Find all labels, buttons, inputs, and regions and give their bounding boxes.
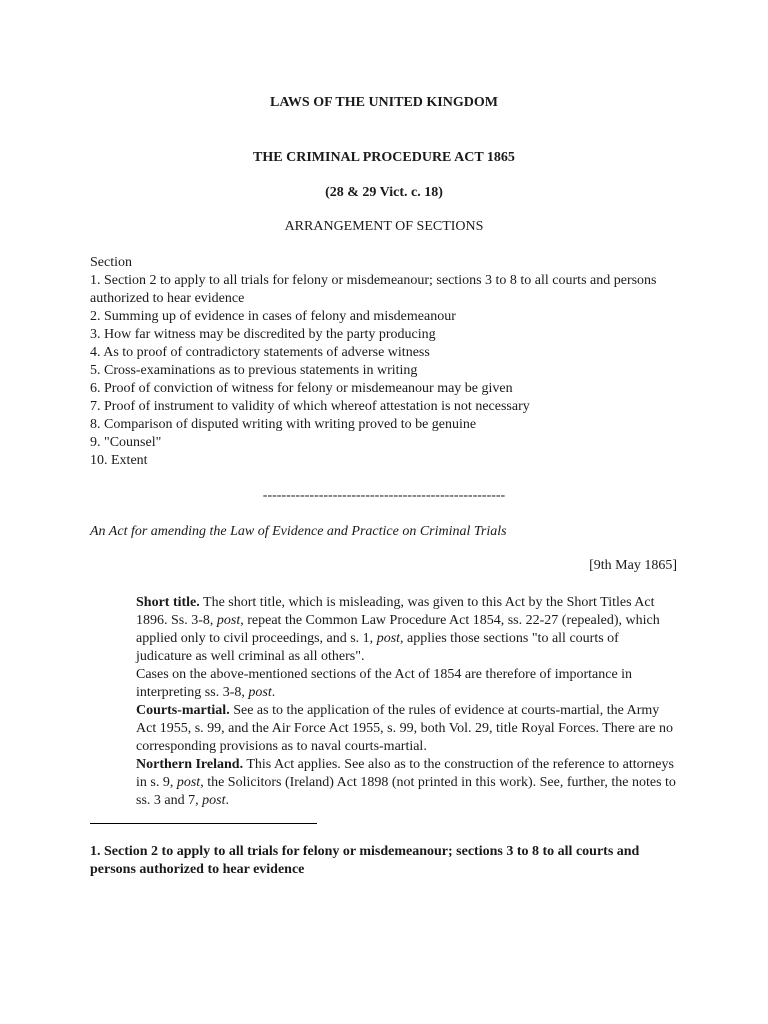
cases-note xyxy=(136,666,676,702)
toc-item-9: 9. "Counsel" xyxy=(90,435,162,450)
short-title-text: The short title, which is misleading, was given to this Act by the Short Titles Act 1896. Ss. 3-8, xyxy=(136,595,655,628)
short-title-text: , applies those sections "to all courts of judicature as well criminal as all others". xyxy=(136,631,619,664)
short-title-note xyxy=(136,594,676,666)
arrangement-heading: ARRANGEMENT OF SECTIONS xyxy=(284,219,484,234)
post-reference: post xyxy=(176,775,201,790)
toc-item-8: 8. Comparison of disputed writing with writing proved to be genuine xyxy=(90,417,477,432)
act-title: THE CRIMINAL PROCEDURE ACT 1865 xyxy=(253,150,515,165)
toc-item-3: 3. How far witness may be discredited by the party producing xyxy=(90,327,436,342)
northern-ireland-note xyxy=(136,756,676,810)
post-reference: post xyxy=(216,613,241,628)
northern-ireland-text: , the Solicitors (Ireland) Act 1898 (not printed in this work). See, further, the notes to ss. 3 and 7, xyxy=(136,775,676,808)
northern-ireland-text: . xyxy=(225,793,229,808)
courts-martial-text: See as to the application of the rules of evidence at courts-martial, the Army Act 1955, s. 99, and the Air Force Act 1955, s. 99, both Vol. 29, title Royal Forces. There are no corresponding provisions as to naval courts-martial. xyxy=(136,703,673,754)
toc-item-2: 2. Summing up of evidence in cases of felony and misdemeanour xyxy=(90,309,456,324)
toc-item-5: 5. Cross-examinations as to previous statements in writing xyxy=(90,363,418,378)
courts-martial-note xyxy=(136,702,676,756)
toc-item-7: 7. Proof of instrument to validity of which whereof attestation is not necessary xyxy=(90,399,530,414)
enactment-date: [9th May 1865] xyxy=(589,558,677,573)
editorial-notes xyxy=(136,594,676,810)
toc-item-6: 6. Proof of conviction of witness for felony or misdemeanour may be given xyxy=(90,381,513,396)
table-of-contents xyxy=(90,254,690,470)
toc-item-4: 4. As to proof of contradictory statements of adverse witness xyxy=(90,345,430,360)
courts-martial-heading: Courts-martial. xyxy=(136,703,230,718)
northern-ireland-heading: Northern Ireland. xyxy=(136,757,244,772)
cases-text: . xyxy=(271,685,276,700)
toc-item-1: 1. Section 2 to apply to all trials for felony or misdemeanour; sections 3 to 8 to all courts and persons authorized to hear evidence xyxy=(90,273,657,306)
northern-ireland-text: This Act applies. See also as to the construction of the reference to attorneys in s. 9, xyxy=(136,757,674,790)
post-reference: post xyxy=(248,685,272,700)
toc-item-10: 10. Extent xyxy=(90,453,148,468)
short-title-text: , repeat the Common Law Procedure Act 1854, ss. 22-27 (repealed), which applied only to civil proceedings, and s. 1, xyxy=(136,613,660,646)
post-reference: post xyxy=(202,793,226,808)
horizontal-rule xyxy=(90,823,317,824)
cases-text: Cases on the above-mentioned sections of the Act of 1854 are therefore of importance in interpreting ss. 3-8, xyxy=(136,667,633,700)
short-title-heading: Short title. xyxy=(136,595,200,610)
act-citation: (28 & 29 Vict. c. 18) xyxy=(325,185,443,200)
main-title: LAWS OF THE UNITED KINGDOM xyxy=(270,95,498,110)
section-1-heading: 1. Section 2 to apply to all trials for felony or misdemeanour; sections 3 to 8 to all courts and persons authorized to hear evidence xyxy=(90,844,640,877)
act-preamble: An Act for amending the Law of Evidence and Practice on Criminal Trials xyxy=(90,524,507,539)
post-reference: post xyxy=(376,631,401,646)
dashed-divider: ---------------------------------------------------- xyxy=(262,488,506,503)
toc-section-label: Section xyxy=(90,255,132,270)
